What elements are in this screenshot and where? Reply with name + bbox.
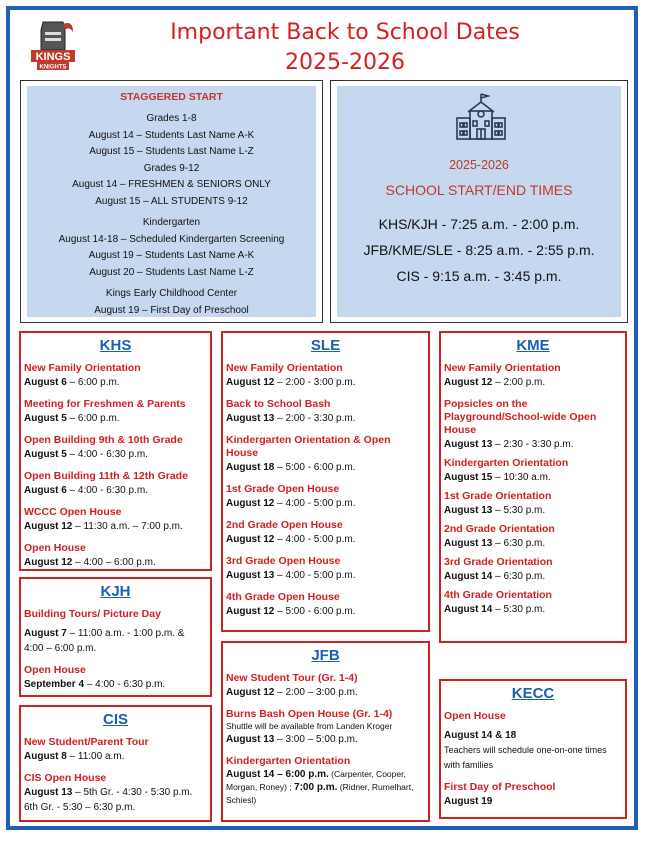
event-when: August 12 – 4:00 - 5:00 p.m. xyxy=(226,498,356,509)
kecc-heading: KECC xyxy=(511,685,555,702)
event-name: Open House xyxy=(24,542,86,554)
event-name: Kindergarten Orientation & Open House xyxy=(226,434,391,459)
school-logo xyxy=(29,20,77,72)
stagger-line: August 19 – Students Last Name A-K xyxy=(88,250,255,261)
logo-subtext: KNIGHTS xyxy=(39,64,67,71)
event-when: August 12 – 2:00 – 3:00 p.m. xyxy=(226,687,358,698)
school-times-box xyxy=(330,80,628,323)
staggered-start-box xyxy=(20,80,323,323)
kjh-events-box xyxy=(19,577,212,697)
staggered-start-heading: STAGGERED START xyxy=(120,91,223,103)
event-name: 2nd Grade Open House xyxy=(226,519,343,531)
kme-heading: KME xyxy=(516,337,550,354)
event-when: September 4 – 4:00 - 6:30 p.m. xyxy=(24,679,166,690)
event-name: 3rd Grade Orientation xyxy=(444,556,553,568)
stagger-line: Kindergarten xyxy=(142,217,201,228)
event-when: August 6 – 4:00 - 6:30 p.m. xyxy=(24,485,148,496)
kme-events-box xyxy=(439,331,627,643)
event-when: August 5 – 4:00 - 6:30 p.m. xyxy=(24,449,148,460)
event-name: Building Tours/ Picture Day xyxy=(24,608,161,620)
event-when: August 6 – 6:00 p.m. xyxy=(24,377,120,388)
event-when: August 19 xyxy=(444,796,493,807)
logo-text: KINGS xyxy=(35,51,71,63)
event-name: Open House xyxy=(444,710,506,722)
event-name: Kindergarten Orientation xyxy=(444,457,569,469)
stagger-line: August 14 – FRESHMEN & SENIORS ONLY xyxy=(72,179,271,190)
event-when: August 13 – 2:30 - 3:30 p.m. xyxy=(444,439,574,450)
stagger-line: August 14-18 – Scheduled Kindergarten Screening xyxy=(58,233,285,245)
event-when-cont: 4:00 – 6:00 p.m. xyxy=(24,643,97,654)
event-when: August 13 – 5th Gr. - 4:30 - 5:30 p.m. xyxy=(24,787,193,798)
event-when-cont: 6th Gr. - 5:30 – 6:30 p.m. xyxy=(24,802,136,813)
event-name: New Family Orientation xyxy=(24,362,141,374)
times-line: CIS - 9:15 a.m. - 3:45 p.m. xyxy=(396,268,562,284)
stagger-line: August 19 – First Day of Preschool xyxy=(94,304,249,316)
event-when: August 13 – 2:00 - 3:30 p.m. xyxy=(226,413,356,424)
school-times-panel xyxy=(337,86,621,317)
event-name: Popsicles on the Playground/School-wide Open House xyxy=(444,398,597,436)
event-when: August 18 – 5:00 - 6:00 p.m. xyxy=(226,462,356,473)
sle-heading: SLE xyxy=(310,337,341,354)
event-when: August 13 – 6:30 p.m. xyxy=(444,538,546,549)
stagger-line: Grades 1-8 xyxy=(146,113,197,124)
jfb-events-box xyxy=(221,641,430,822)
cis-events-box xyxy=(19,705,212,822)
stagger-line: August 20 – Students Last Name L-Z xyxy=(89,266,254,278)
event-when: August 12 – 4:00 – 6:00 p.m. xyxy=(24,557,156,568)
event-when: August 14 & 18 xyxy=(444,730,517,741)
event-when: August 8 – 11:00 a.m. xyxy=(24,751,125,762)
event-name: Open Building 9th & 10th Grade xyxy=(24,434,183,446)
staggered-start-panel xyxy=(27,86,316,317)
event-name: 1st Grade Orientation xyxy=(444,490,552,502)
event-name: New Family Orientation xyxy=(444,362,561,374)
event-when: August 14 – 6:00 p.m. (Carpenter, Cooper, Morgan, Roney) ; 7:00 p.m. (Ridner, Rumelhart, Schiesl) xyxy=(226,769,414,805)
kjh-heading: KJH xyxy=(100,583,131,600)
event-name: Meeting for Freshmen & Parents xyxy=(24,398,186,410)
event-note: Shuttle will be available from Landen Kroger xyxy=(226,721,393,731)
event-name: New Student/Parent Tour xyxy=(24,736,149,748)
event-name: Kindergarten Orientation xyxy=(226,755,351,767)
event-name: New Family Orientation xyxy=(226,362,343,374)
title-line-2: 2025-2026 xyxy=(285,50,405,75)
event-name: 4th Grade Orientation xyxy=(444,589,552,601)
event-name: Open House xyxy=(24,664,86,676)
event-when: August 14 – 6:30 p.m. xyxy=(444,571,546,582)
cis-heading: CIS xyxy=(102,711,128,728)
stagger-line: August 15 – Students Last Name L-Z xyxy=(89,146,254,157)
event-name: New Student Tour (Gr. 1-4) xyxy=(226,672,358,684)
stagger-line: August 15 – ALL STUDENTS 9-12 xyxy=(95,195,248,207)
knight-helmet-icon xyxy=(29,20,77,72)
event-when: August 13 – 5:30 p.m. xyxy=(444,505,546,516)
times-line: KHS/KJH - 7:25 a.m. - 2:00 p.m. xyxy=(378,216,580,232)
khs-heading: KHS xyxy=(99,337,132,354)
stagger-line: August 14 – Students Last Name A-K xyxy=(88,129,255,141)
event-when: August 13 – 3:00 – 5:00 p.m. xyxy=(226,734,358,745)
stagger-line: Grades 9-12 xyxy=(143,162,200,174)
event-when: August 7 – 11:00 a.m. - 1:00 p.m. & xyxy=(24,628,185,639)
event-name: First Day of Preschool xyxy=(444,781,556,793)
stagger-line: Kings Early Childhood Center xyxy=(105,288,238,299)
event-name: WCCC Open House xyxy=(24,506,122,518)
event-when: August 14 – 5:30 p.m. xyxy=(444,604,546,615)
event-name: Burns Bash Open House (Gr. 1-4) xyxy=(226,708,393,720)
event-name: Open Building 11th & 12th Grade xyxy=(24,470,188,482)
event-name: Back to School Bash xyxy=(226,398,331,410)
event-when: August 13 – 4:00 - 5:00 p.m. xyxy=(226,570,356,581)
page-title xyxy=(120,18,570,78)
title-line-1: Important Back to School Dates xyxy=(170,20,520,45)
sle-events-box xyxy=(221,331,430,632)
times-line: JFB/KME/SLE - 8:25 a.m. - 2:55 p.m. xyxy=(363,242,595,258)
event-when: August 12 – 5:00 - 6:00 p.m. xyxy=(226,606,356,617)
event-name: 1st Grade Open House xyxy=(226,483,340,495)
event-note: Teachers will schedule one-on-one times with families xyxy=(444,745,607,770)
khs-events-box xyxy=(19,331,212,571)
times-year: 2025-2026 xyxy=(449,158,509,172)
event-when: August 12 – 2:00 p.m. xyxy=(444,377,546,388)
school-building-icon xyxy=(454,92,508,142)
kecc-events-box xyxy=(439,679,627,819)
event-name: 4th Grade Open House xyxy=(226,591,340,603)
event-when: August 12 – 2:00 - 3:00 p.m. xyxy=(226,377,356,388)
event-name: 2nd Grade Orientation xyxy=(444,523,555,535)
times-heading: SCHOOL START/END TIMES xyxy=(385,182,573,198)
event-when: August 12 – 11:30 a.m. – 7:00 p.m. xyxy=(24,521,183,532)
event-when: August 15 – 10:30 a.m. xyxy=(444,472,551,483)
event-name: 3rd Grade Open House xyxy=(226,555,341,567)
jfb-heading: JFB xyxy=(311,647,340,664)
event-name: CIS Open House xyxy=(24,772,107,784)
event-when: August 5 – 6:00 p.m. xyxy=(24,413,120,424)
event-when: August 12 – 4:00 - 5:00 p.m. xyxy=(226,534,356,545)
